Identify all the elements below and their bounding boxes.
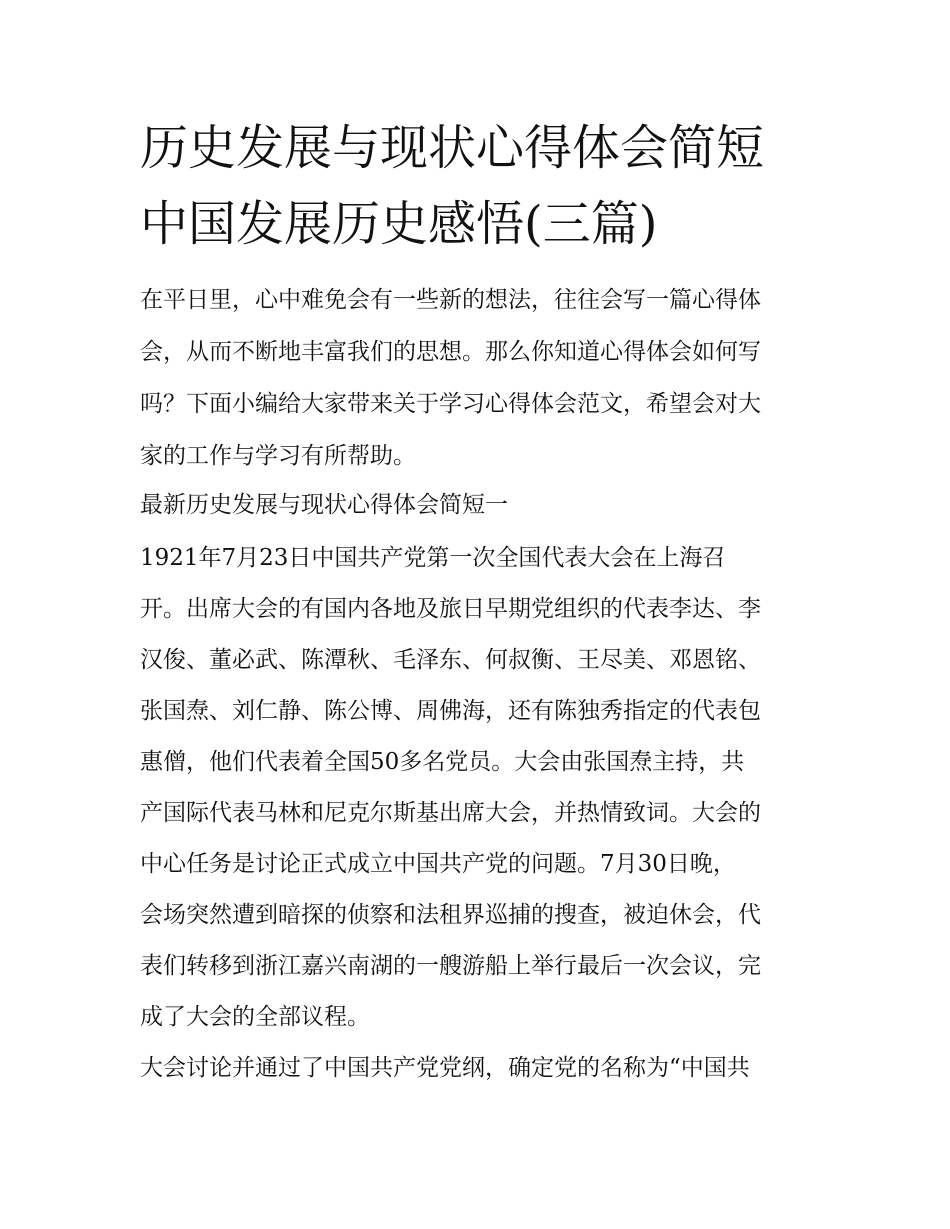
body-line-12: 中心任务是讨论正式成立中国共产党的问题。7月30日晚， (140, 851, 736, 877)
body-line-16: 大会讨论并通过了中国共产党党纲，确定党的名称为“中国共 (140, 1055, 750, 1081)
body-line-14: 表们转移到浙江嘉兴南湖的一艘游船上举行最后一次会议，完 (140, 953, 761, 979)
body-line-9: 张国焘、刘仁静、陈公博、周佛海，还有陈独秀指定的代表包 (140, 698, 761, 724)
title-line-2: 中国发展历史感悟(三篇) (140, 196, 658, 252)
body-line-8: 汉俊、董必武、陈潭秋、毛泽东、何叔衡、王尽美、邓恩铭、 (140, 647, 761, 673)
body-line-6: 1921年7月23日中国共产党第一次全国代表大会在上海召 (140, 545, 726, 571)
body-line-4: 家的工作与学习有所帮助。 (140, 443, 416, 469)
body-line-11: 产国际代表马林和尼克尔斯基出席大会，并热情致词。大会的 (140, 800, 761, 826)
title-line-1: 历史发展与现状心得体会简短 (140, 120, 765, 176)
body-line-2: 会，从而不断地丰富我们的思想。那么你知道心得体会如何写 (140, 339, 761, 365)
body-line-1: 在平日里，心中难免会有一些新的想法，往往会写一篇心得体 (140, 287, 761, 313)
body-line-7: 开。出席大会的有国内各地及旅日早期党组织的代表李达、李 (140, 596, 761, 622)
body-line-13: 会场突然遭到暗探的侦察和法租界巡捕的搜查，被迫休会，代 (140, 902, 761, 928)
body-line-15: 成了大会的全部议程。 (140, 1004, 370, 1030)
body-line-10: 惠僧，他们代表着全国50多名党员。大会由张国焘主持，共 (140, 749, 745, 775)
section-heading: 最新历史发展与现状心得体会简短一 (140, 492, 508, 518)
body-line-3: 吗？下面小编给大家带来关于学习心得体会范文，希望会对大 (140, 391, 761, 417)
